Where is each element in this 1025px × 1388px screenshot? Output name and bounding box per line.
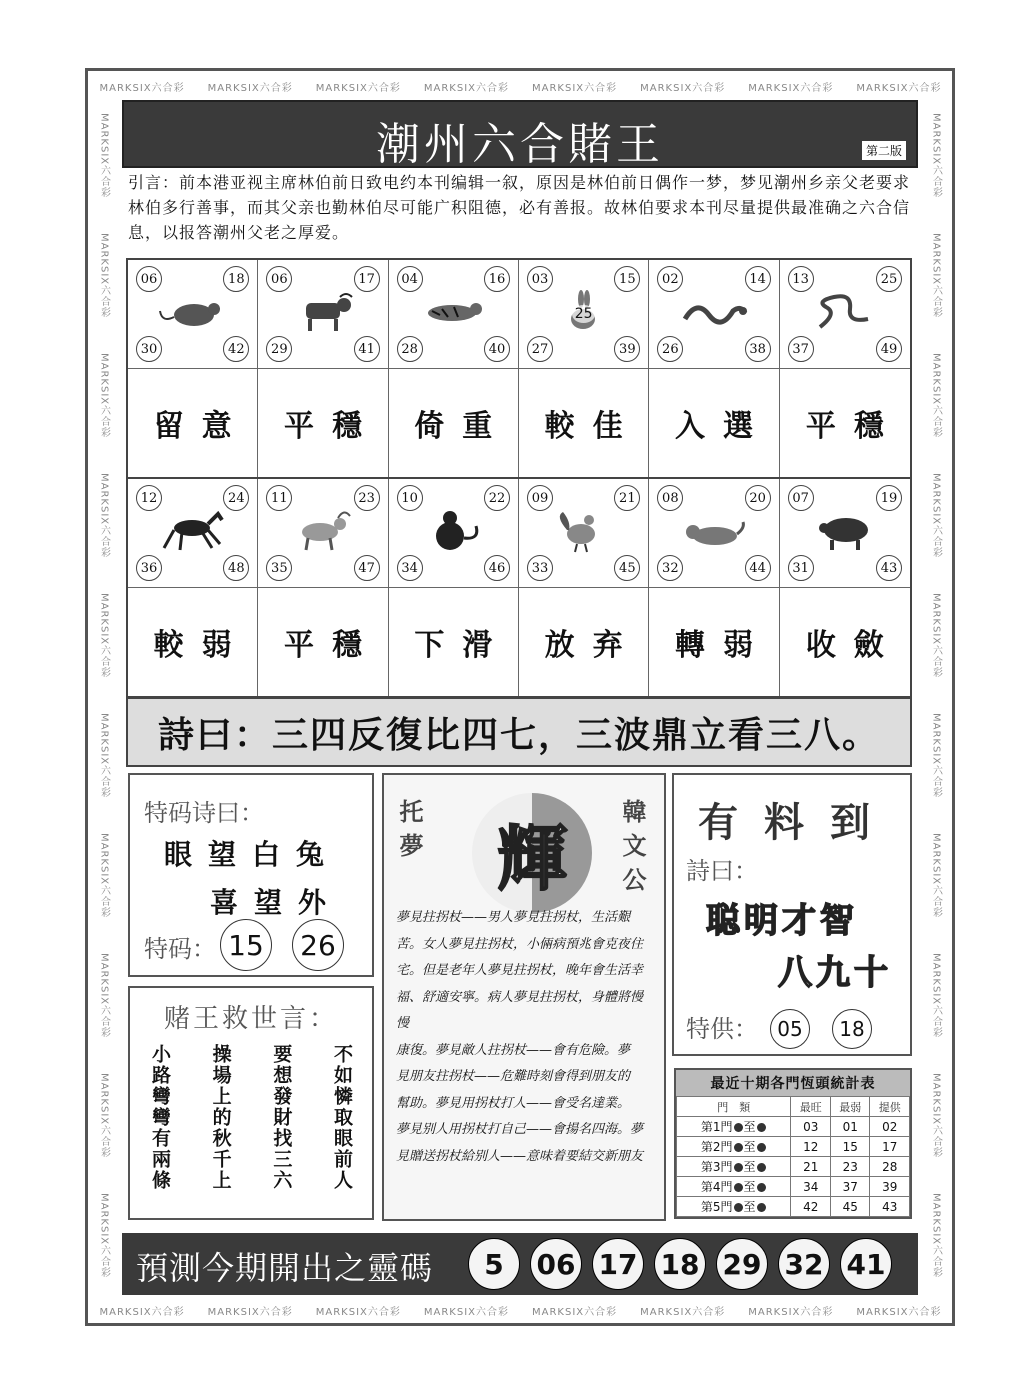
zodiac-number: 28	[397, 336, 423, 362]
stats-header: 提供	[870, 1097, 910, 1117]
dream-line: 宅。但是老年人夢見拄拐杖，晚年會生活幸	[396, 963, 644, 978]
verse-column: 要想發財找三六	[270, 1044, 293, 1191]
stats-door: 第1門 至	[677, 1117, 791, 1137]
zodiac-number: 32	[657, 555, 683, 581]
zodiac-cell	[649, 479, 779, 696]
zodiac-number: 12	[136, 485, 162, 511]
zodiac-cell	[519, 260, 649, 477]
poem-banner: 詩曰：三四反復比四七，三波鼎立看三八。	[126, 697, 912, 767]
zodiac-forecast: 平穩	[283, 409, 380, 444]
zodiac-number: 39	[614, 336, 640, 362]
zodiac-number: 10	[397, 485, 423, 511]
zodiac-number: 21	[614, 485, 640, 511]
verse-column: 不如憐取眼前人	[330, 1044, 353, 1191]
zodiac-forecast: 收斂	[805, 628, 902, 663]
zodiac-forecast: 較弱	[153, 628, 250, 663]
zodiac-numbers	[128, 260, 257, 369]
hot-tip-heading: 有料到	[698, 800, 896, 846]
stats-row	[677, 1157, 910, 1177]
zodiac-number: 45	[614, 555, 640, 581]
stats-row	[677, 1177, 910, 1197]
zodiac-cell	[389, 479, 519, 696]
rat-icon	[158, 289, 228, 339]
zodiac-number: 41	[354, 336, 380, 362]
zodiac-numbers	[128, 479, 257, 588]
lucky-number-ball: 32	[778, 1238, 830, 1290]
stats-header-row	[677, 1097, 910, 1117]
hot-tip-line2: 八九十	[778, 953, 892, 993]
dream-line: 見朋友拄拐杖——危難時刻會得到朋友的	[396, 1069, 631, 1084]
dream-line: 苦。女人夢見拄拐杖，小倆病預兆會克夜住	[396, 936, 644, 952]
stats-header: 門 類	[677, 1097, 791, 1117]
lucky-number-ball: 29	[716, 1238, 768, 1290]
zodiac-numbers	[519, 260, 648, 369]
zodiac-cell	[780, 260, 910, 477]
zodiac-number: 36	[136, 555, 162, 581]
zodiac-number: 44	[745, 555, 771, 581]
stats-door: 第5門 至	[677, 1197, 791, 1217]
zodiac-number: 31	[788, 555, 814, 581]
hot-tip-poem-label: 詩曰：	[686, 857, 758, 885]
prediction-label: 預測今期開出之靈碼	[136, 1249, 434, 1287]
lucky-number-ball: 06	[530, 1238, 582, 1290]
stats-row	[677, 1117, 910, 1137]
zodiac-numbers	[389, 479, 518, 588]
zodiac-number: 30	[136, 336, 162, 362]
zodiac-number: 17	[354, 266, 380, 292]
zodiac-number: 06	[136, 266, 162, 292]
stats-door: 第4門 至	[677, 1177, 791, 1197]
tiger-icon	[418, 289, 488, 339]
zodiac-number: 20	[745, 485, 771, 511]
special-poem-line1: 眼望白兔	[164, 838, 341, 871]
zodiac-number: 29	[266, 336, 292, 362]
zodiac-forecast: 放弃	[544, 628, 641, 663]
dream-box	[382, 773, 666, 1221]
stats-cell: 02	[870, 1117, 910, 1137]
stats-cell: 03	[791, 1117, 831, 1137]
zodiac-forecast: 平穩	[283, 628, 380, 663]
stats-cell: 17	[870, 1137, 910, 1157]
zodiac-forecast: 倚重	[414, 409, 511, 444]
zodiac-number: 34	[397, 555, 423, 581]
zodiac-numbers	[649, 260, 778, 369]
stats-row	[677, 1197, 910, 1217]
lucky-number-ball: 17	[592, 1238, 644, 1290]
zodiac-forecast: 下滑	[414, 628, 511, 663]
stats-header: 最弱	[830, 1097, 870, 1117]
stats-cell: 12	[791, 1137, 831, 1157]
dream-text	[396, 905, 654, 1170]
watermark-top: MARKSIX六合彩 MARKSIX六合彩 MARKSIX六合彩 MARKSIX六合彩 MARKSIX六合彩 MARKSIX六合彩 MARKSIX六合彩 MARKSIX六合彩	[99, 82, 942, 94]
zodiac-number: 33	[527, 555, 553, 581]
zodiac-center-number: 25	[572, 305, 596, 323]
rooster-icon	[549, 508, 619, 558]
dream-side-right: 韓文公	[618, 799, 646, 901]
zodiac-cell	[519, 479, 649, 696]
stats-cell: 34	[791, 1177, 831, 1197]
lucky-number-ball: 5	[468, 1238, 520, 1290]
zodiac-number: 37	[788, 336, 814, 362]
zodiac-number: 38	[745, 336, 771, 362]
zodiac-numbers	[519, 479, 648, 588]
zodiac-numbers	[780, 260, 910, 369]
zodiac-number: 09	[527, 485, 553, 511]
header-banner	[122, 100, 918, 168]
zodiac-cell	[649, 260, 779, 477]
zodiac-cell	[128, 479, 258, 696]
intro-text: 引言：前本港亚视主席林伯前日致电约本刊编辑一叙，原因是林伯前日偶作一梦，梦见潮州乡亲父老要求林伯多行善事，而其父亲也勤林伯尽可能广积阻德，必有善报。故林伯要求本刊尽量提供最准确之六合信息，以报答潮州父老之厚爱。	[128, 173, 911, 242]
zodiac-cell	[258, 260, 388, 477]
zodiac-number: 47	[354, 555, 380, 581]
lucky-number-ball: 41	[840, 1238, 892, 1290]
zodiac-forecast: 較佳	[544, 409, 641, 444]
zodiac-number: 13	[788, 266, 814, 292]
zodiac-numbers	[780, 479, 910, 588]
ox-icon	[288, 289, 358, 339]
zodiac-number: 15	[614, 266, 640, 292]
dream-line: 康復。夢見敵人拄拐杖——會有危險。夢	[396, 1042, 631, 1058]
zodiac-numbers	[389, 260, 518, 369]
special-poem-line2: 喜望外	[210, 886, 343, 919]
zodiac-number: 04	[397, 266, 423, 292]
zodiac-number: 22	[484, 485, 510, 511]
gambling-king-box	[128, 986, 374, 1220]
verse-column: 小路彎彎有兩條	[149, 1044, 171, 1191]
zodiac-forecast: 入選	[674, 409, 771, 444]
edition-label: 第二版	[862, 141, 906, 160]
dream-line: 見贈送拐杖給别人——意味着要結交新朋友	[396, 1148, 644, 1164]
dream-line: 幫助。夢見用拐杖打人——會受名達業。	[396, 1095, 631, 1111]
verse-column: 操場上的秋千上	[209, 1044, 232, 1191]
stats-table	[674, 1068, 912, 1219]
zodiac-number: 40	[484, 336, 510, 362]
zodiac-grid-bottom	[126, 477, 912, 698]
special-supply-number: 18	[832, 1009, 872, 1049]
hot-tip-line1: 聪明才智	[706, 901, 858, 941]
page-title: 潮州六合賭王	[376, 119, 664, 170]
zodiac-cell	[780, 479, 910, 696]
stats-row	[677, 1137, 910, 1157]
zodiac-number: 18	[223, 266, 249, 292]
gambling-king-title: 赌王救世言：	[163, 1004, 338, 1034]
pig-icon	[810, 508, 880, 558]
snake-icon	[810, 289, 880, 339]
zodiac-number: 26	[657, 336, 683, 362]
stats-door: 第2門 至	[677, 1137, 791, 1157]
zodiac-number: 48	[223, 555, 249, 581]
dream-line: 夢見拄拐杖——男人夢見拄拐杖，生活艱	[396, 910, 631, 925]
stats-cell: 39	[870, 1177, 910, 1197]
stats-cell: 37	[830, 1177, 870, 1197]
yin-yang-emblem: 輝	[472, 793, 592, 913]
stats-header: 最旺	[791, 1097, 831, 1117]
stats-cell: 43	[870, 1197, 910, 1217]
zodiac-number: 06	[266, 266, 292, 292]
special-supply-number: 05	[770, 1009, 810, 1049]
dream-side-left: 托夢	[395, 799, 423, 867]
dog-icon	[679, 508, 749, 558]
zodiac-number: 07	[788, 485, 814, 511]
zodiac-numbers	[258, 260, 387, 369]
zodiac-number: 27	[527, 336, 553, 362]
monkey-icon	[418, 508, 488, 558]
stats-cell: 45	[830, 1197, 870, 1217]
zodiac-number: 08	[657, 485, 683, 511]
special-number-label: 特码：	[144, 935, 216, 963]
stats-cell: 23	[830, 1157, 870, 1177]
stats-cell: 21	[791, 1157, 831, 1177]
goat-icon	[288, 508, 358, 558]
zodiac-number: 16	[484, 266, 510, 292]
zodiac-number: 11	[266, 485, 292, 511]
zodiac-cell	[258, 479, 388, 696]
zodiac-number: 25	[876, 266, 902, 292]
zodiac-cell	[389, 260, 519, 477]
horse-icon	[158, 508, 228, 558]
zodiac-numbers	[649, 479, 778, 588]
stats-caption: 最近十期各門恆頭統計表	[676, 1070, 910, 1096]
zodiac-number: 49	[876, 336, 902, 362]
zodiac-number: 42	[223, 336, 249, 362]
zodiac-forecast: 留意	[153, 409, 250, 444]
zodiac-number: 35	[266, 555, 292, 581]
zodiac-numbers	[258, 479, 387, 588]
watermark-right: MARKSIX六合彩 MARKSIX六合彩 MARKSIX六合彩 MARKSIX六合彩 MARKSIX六合彩 MARKSIX六合彩 MARKSIX六合彩 MARKSIX六合彩 MARKSIX六合彩 MARKSIX六合彩	[930, 113, 942, 1279]
dragon-icon	[679, 289, 749, 339]
zodiac-number: 19	[876, 485, 902, 511]
dream-line: 福、舒適安寧。病人夢見拄拐杖，身體將慢慢	[396, 989, 644, 1031]
lucky-number-ball: 18	[654, 1238, 706, 1290]
special-poem-label: 特码诗曰：	[144, 799, 264, 827]
dream-line: 夢見别人用拐杖打自己——會揚名四海。夢	[396, 1122, 644, 1137]
special-number: 15	[220, 919, 272, 971]
special-poem-box	[128, 773, 374, 977]
stats-door: 第3門 至	[677, 1157, 791, 1177]
zodiac-number: 02	[657, 266, 683, 292]
special-number: 26	[292, 919, 344, 971]
stats-cell: 28	[870, 1157, 910, 1177]
zodiac-number: 46	[484, 555, 510, 581]
stats-cell: 42	[791, 1197, 831, 1217]
hot-tip-box	[672, 773, 912, 1056]
zodiac-forecast: 平穩	[805, 409, 902, 444]
zodiac-number: 14	[745, 266, 771, 292]
special-supply-label: 特供：	[686, 1015, 758, 1043]
zodiac-grid-top	[126, 258, 912, 479]
zodiac-forecast: 轉弱	[674, 628, 771, 663]
zodiac-number: 43	[876, 555, 902, 581]
zodiac-number: 23	[354, 485, 380, 511]
stats-cell: 15	[830, 1137, 870, 1157]
prediction-bar	[122, 1233, 918, 1295]
zodiac-cell	[128, 260, 258, 477]
stats-cell: 01	[830, 1117, 870, 1137]
zodiac-number: 24	[223, 485, 249, 511]
zodiac-number: 03	[527, 266, 553, 292]
watermark-left: MARKSIX六合彩 MARKSIX六合彩 MARKSIX六合彩 MARKSIX六合彩 MARKSIX六合彩 MARKSIX六合彩 MARKSIX六合彩 MARKSIX六合彩 MARKSIX六合彩 MARKSIX六合彩	[98, 113, 110, 1279]
watermark-bottom: MARKSIX六合彩 MARKSIX六合彩 MARKSIX六合彩 MARKSIX六合彩 MARKSIX六合彩 MARKSIX六合彩 MARKSIX六合彩 MARKSIX六合彩	[99, 1306, 942, 1318]
